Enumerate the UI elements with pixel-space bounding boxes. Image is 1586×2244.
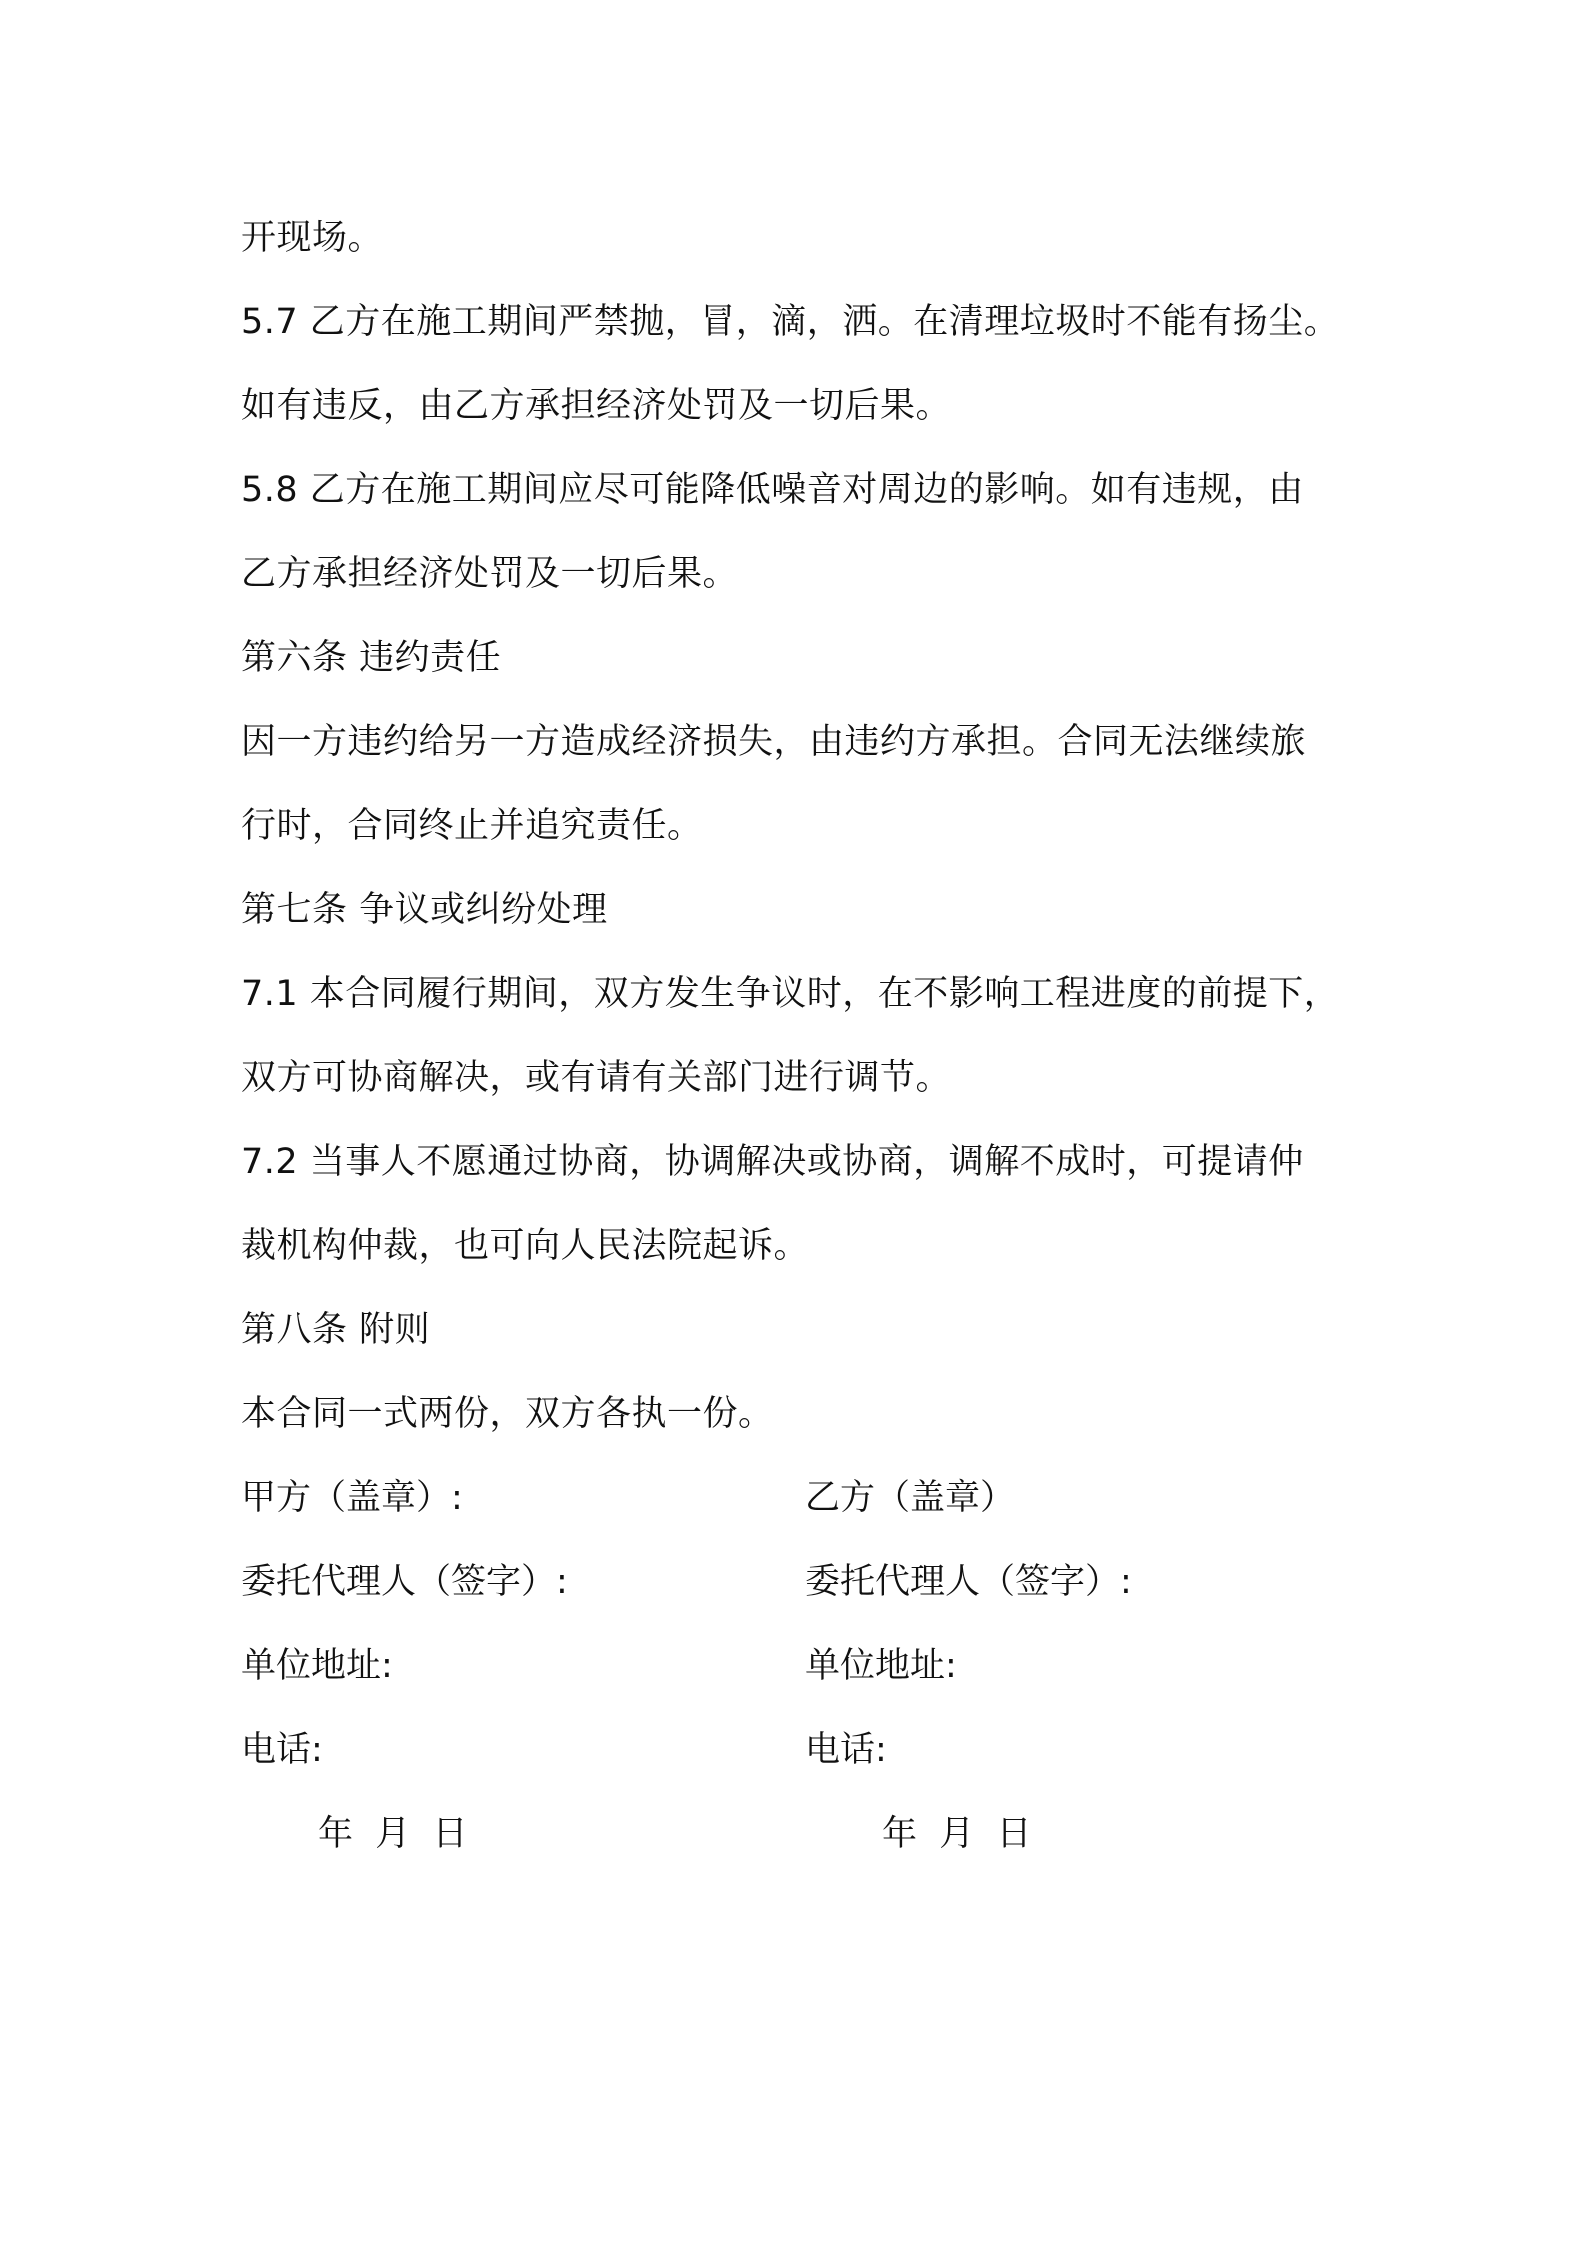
party-a-agent-label: 委托代理人（签字）: [241,1562,568,1602]
article-7-heading: 第七条 争议或纠纷处理 [241,890,608,930]
party-b-agent-label: 委托代理人（签字）: [805,1562,1132,1602]
signature-address-row [241,1624,1366,1708]
text-line: 本合同一式两份，双方各执一份。 [241,1394,774,1434]
text-line: 如有违反，由乙方承担经济处罚及一切后果。 [241,386,952,426]
party-a-address-label: 单位地址: [241,1646,393,1686]
party-a-date-label: 年 月 日 [318,1814,468,1854]
clause-5-7: 5.7 乙方在施工期间严禁抛，冒，滴，洒。在清理垃圾时不能有扬尘。 [241,302,1340,342]
text-line: 开现场。 [241,218,384,258]
clause-5-8: 5.8 乙方在施工期间应尽可能降低噪音对周边的影响。如有违规，由 [241,470,1304,510]
article-8-heading: 第八条 附则 [241,1310,431,1350]
text-line: 双方可协商解决，或有请有关部门进行调节。 [241,1058,952,1098]
party-a-seal-label: 甲方（盖章）: [241,1478,463,1518]
party-b-address-label: 单位地址: [805,1646,957,1686]
text-line: 行时，合同终止并追究责任。 [241,806,703,846]
party-b-seal-label: 乙方（盖章） [805,1478,1016,1518]
text-line: 因一方违约给另一方造成经济损失，由违约方承担。合同无法继续旅 [241,722,1307,762]
signature-agent-row [241,1540,1366,1624]
clause-7-2: 7.2 当事人不愿通过协商，协调解决或协商，调解不成时，可提请仲 [241,1142,1304,1182]
article-6-heading: 第六条 违约责任 [241,638,502,678]
signature-seal-row [241,1456,1366,1540]
signature-date-row [241,1792,1366,1876]
party-b-date-label: 年 月 日 [882,1814,1032,1854]
party-a-phone-label: 电话: [241,1730,323,1770]
contract-body [241,196,1366,1876]
party-b-phone-label: 电话: [805,1730,887,1770]
text-line: 乙方承担经济处罚及一切后果。 [241,554,739,594]
text-line: 裁机构仲裁，也可向人民法院起诉。 [241,1226,810,1266]
signature-phone-row [241,1708,1366,1792]
clause-7-1: 7.1 本合同履行期间，双方发生争议时，在不影响工程进度的前提下， [241,974,1340,1014]
